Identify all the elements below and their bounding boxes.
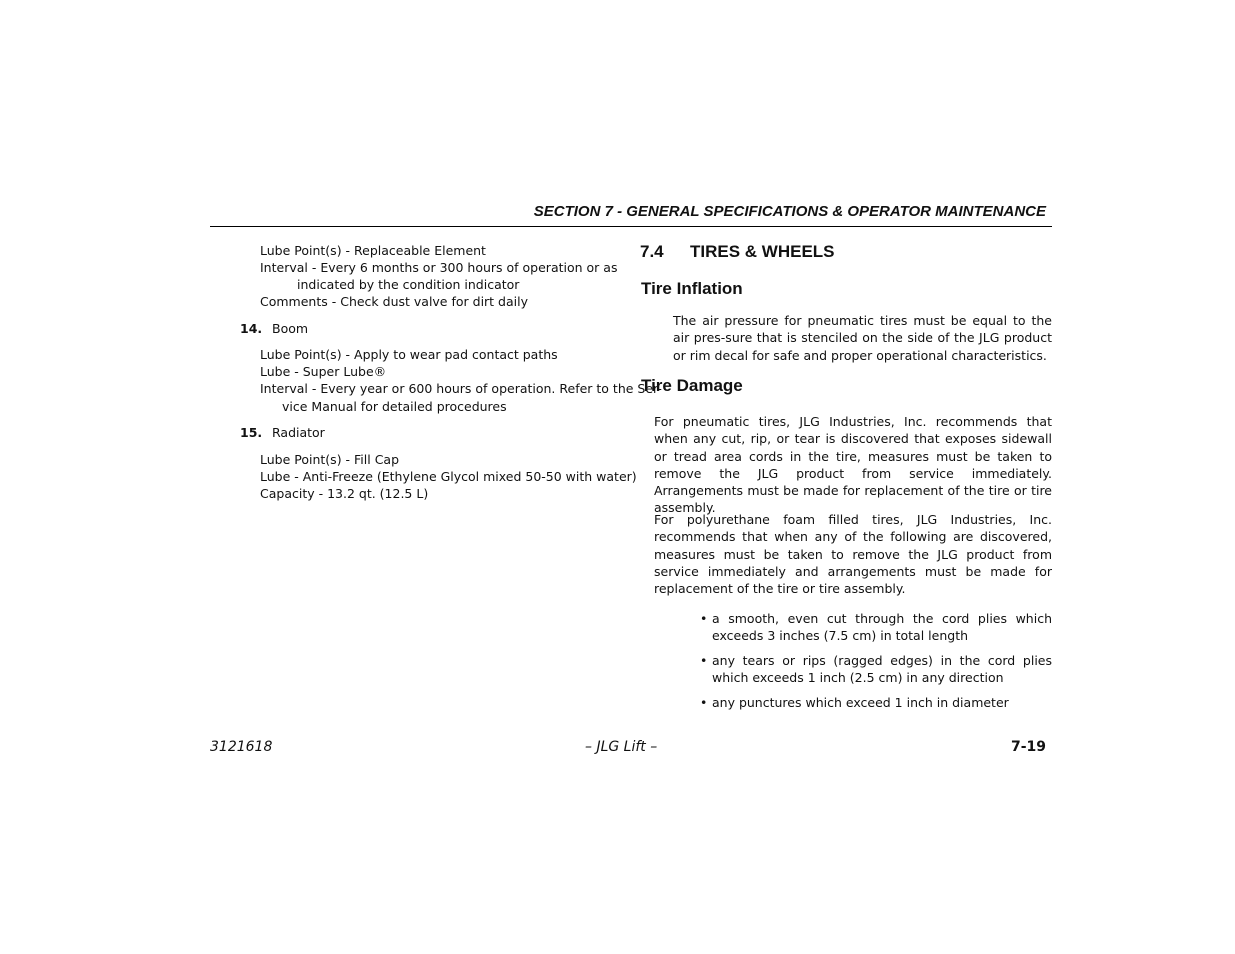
- bullet-dot: •: [700, 653, 708, 668]
- tire-damage-paragraph-1: For pneumatic tires, JLG Industries, Inc. recommends that when any cut, rip, or tear is discovered that exposes sidewall or tread area cords in the tire, measures must be taken to remove the JLG product from service immediately. Arrangements must be made for replacement of the tire or tire assembly.: [654, 414, 1052, 516]
- item15-lube: Lube - Anti-Freeze (Ethylene Glycol mixed 50-50 with water): [260, 469, 637, 484]
- item13-interval-line2: indicated by the condition indicator: [297, 277, 520, 292]
- item14-interval-line1: Interval - Every year or 600 hours of operation. Refer to the Ser-: [260, 381, 662, 396]
- item13-interval-line1: Interval - Every 6 months or 300 hours of operation or as: [260, 260, 618, 275]
- bullet-text: a smooth, even cut through the cord plies which exceeds 3 inches (7.5 cm) in total length: [712, 611, 1052, 643]
- tire-damage-paragraph-2: For polyurethane foam filled tires, JLG Industries, Inc. recommends that when any of the following are discovered, measures must be taken to remove the JLG product from service immediately and arrangements must be made for replacement of the tire or tire assembly.: [654, 512, 1052, 597]
- bullet-item: [700, 652, 1052, 686]
- item14-number: 14.: [240, 321, 263, 336]
- item15-number: 15.: [240, 425, 263, 440]
- footer-center: – JLG Lift –: [585, 739, 658, 755]
- item14-title: Boom: [272, 321, 309, 336]
- item13-lube-points: Lube Point(s) - Replaceable Element: [260, 243, 486, 258]
- section-header: SECTION 7 - GENERAL SPECIFICATIONS & OPERATOR MAINTENANCE: [533, 203, 1046, 220]
- item14-interval-line2: vice Manual for detailed procedures: [282, 399, 507, 414]
- item15-lube-points: Lube Point(s) - Fill Cap: [260, 452, 400, 467]
- item14-lube-points: Lube Point(s) - Apply to wear pad contact paths: [260, 347, 558, 362]
- bullet-text: any punctures which exceed 1 inch in diameter: [712, 695, 1009, 710]
- item13-comments: Comments - Check dust valve for dirt daily: [260, 294, 528, 309]
- tire-damage-heading: Tire Damage: [641, 376, 743, 395]
- section-heading: [640, 242, 835, 262]
- bullet-text: any tears or rips (ragged edges) in the cord plies which exceeds 1 inch (2.5 cm) in any direction: [712, 653, 1052, 685]
- bullet-item: [700, 610, 1052, 644]
- footer-doc-number: 3121618: [210, 739, 273, 755]
- tire-inflation-paragraph: The air pressure for pneumatic tires must be equal to the air pres-sure that is stenciled on the side of the JLG product or rim decal for safe and proper operational characteristics.: [673, 313, 1052, 363]
- item15-title: Radiator: [272, 425, 325, 440]
- item14-lube: Lube - Super Lube®: [260, 364, 387, 379]
- tire-inflation-heading: Tire Inflation: [641, 279, 743, 298]
- item15-capacity: Capacity - 13.2 qt. (12.5 L): [260, 486, 429, 501]
- bullet-dot: •: [700, 611, 708, 626]
- footer-page-number: 7-19: [1010, 739, 1046, 755]
- header-rule: [210, 226, 1052, 227]
- section-number: 7.4: [640, 242, 664, 261]
- section-title: TIRES & WHEELS: [690, 242, 835, 261]
- bullet-item: [700, 694, 1052, 711]
- bullet-dot: •: [700, 695, 708, 710]
